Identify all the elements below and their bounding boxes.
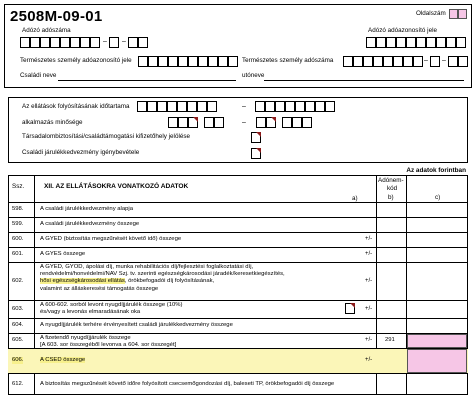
row-number: 600. xyxy=(12,236,24,242)
form-code: 2508M-09-01 xyxy=(10,8,103,25)
employment-dash: – xyxy=(242,119,246,126)
family-name-label: Családi neve xyxy=(20,72,57,79)
currency-note: Az adatok forintban xyxy=(406,167,466,174)
family-allowance-checkbox[interactable] xyxy=(251,148,261,159)
row-description: A CSED összege xyxy=(40,357,86,363)
table-title: XII. AZ ELLÁTÁSOKRA VONATKOZÓ ADATOK xyxy=(44,183,189,190)
plus-minus-sign: +/- xyxy=(365,277,373,284)
col-b-header-1: Adónem- xyxy=(378,177,404,184)
employment-label: alkalmazás minősége xyxy=(22,119,83,126)
plus-minus-sign: +/- xyxy=(365,251,373,257)
plus-minus-sign: +/- xyxy=(365,357,373,363)
social-security-checkbox[interactable] xyxy=(251,132,261,143)
row-description: A GYED, GYOD, ápolási díj, munka rehabilitációs díj/fejlesztési foglalkoztatási díj, rendvédelmi/honvédelmi/NAV Szj. tv. szerinti egészségkárosodási járadék/keresetkiegészítés, hősi egészségkárosodási ellátás, örökbefogadói díj folyósításának, valamint az álláskeresési támogatás összege xyxy=(40,264,285,292)
col-ssz-header: Ssz. xyxy=(12,183,25,190)
col-b-header-3: b) xyxy=(388,194,394,201)
duration-dash: – xyxy=(242,103,246,110)
row-number: 602. xyxy=(12,277,24,284)
row-description: A családi járulékkedvezmény összege xyxy=(40,221,140,227)
duration-label: Az ellátások folyósításának időtartama xyxy=(22,103,130,110)
row-description: A 600-602. sorból levont nyugdíjjárulék összege (10%) és/vagy a levonás elmaradásának oka xyxy=(40,302,183,316)
row-description: A fizetendő nyugdíjjárulék összege [A 603. sor összegéből levonva a 604. sor összegét] xyxy=(40,335,177,349)
row-description: A biztosítás megszűnését követő időre folyósított csecsemőgondozási díj, baleseti TP, örökbefogadói díj összege xyxy=(40,380,335,387)
col-a-header: a) xyxy=(352,195,358,202)
page-number-box-1[interactable] xyxy=(449,9,458,19)
row-number: 612. xyxy=(12,380,24,387)
plus-minus-sign: +/- xyxy=(365,337,373,343)
family-allowance-label: Családi járulékkedvezmény igénybevétele xyxy=(22,149,140,156)
tax-type-code: 291 xyxy=(385,337,395,343)
page-number-box-2[interactable] xyxy=(458,9,467,19)
social-security-label: Társadalombiztosítási/családtámogatási kifizetőhely jelölése xyxy=(22,133,190,140)
row-number: 603. xyxy=(12,305,24,312)
row-number: 601. xyxy=(12,251,24,257)
row-number: 599. xyxy=(12,221,24,227)
given-name-input[interactable] xyxy=(264,80,464,81)
row-description: A GYED (biztosítás megszűnését követő idő) összege xyxy=(40,236,182,242)
row-number: 598. xyxy=(12,206,24,212)
plus-minus-sign: +/- xyxy=(365,236,373,242)
taxpayer-tax-number-label: Adózó adószáma xyxy=(22,27,71,34)
given-name-label: utóneve xyxy=(242,72,265,79)
personal-tax-number-label: Természetes személy adószáma xyxy=(242,57,334,64)
amount-input-pink[interactable] xyxy=(407,334,467,348)
family-name-input[interactable] xyxy=(58,80,236,81)
col-b-header-2: kód xyxy=(387,185,398,192)
reason-checkbox[interactable] xyxy=(345,303,355,314)
page-number-label: Oldalszám xyxy=(416,10,446,17)
taxpayer-tax-id-label: Adózó adóazonosító jele xyxy=(368,27,437,34)
col-c-header: c) xyxy=(435,194,441,201)
row-description: A családi járulékkedvezmény alapja xyxy=(40,206,133,212)
amount-input-pink[interactable] xyxy=(407,349,467,373)
personal-tax-id-label: Természetes személy adóazonosító jele xyxy=(20,57,132,64)
row-number: 606. xyxy=(12,357,24,363)
plus-minus-sign: +/- xyxy=(365,305,373,312)
row-description: A nyugdíjjárulék terhére érvényesített családi járulékkedvezmény összege xyxy=(40,322,233,328)
row-description: A GYES összege xyxy=(40,251,86,257)
row-number: 605. xyxy=(12,337,24,343)
row-number: 604. xyxy=(12,322,24,328)
